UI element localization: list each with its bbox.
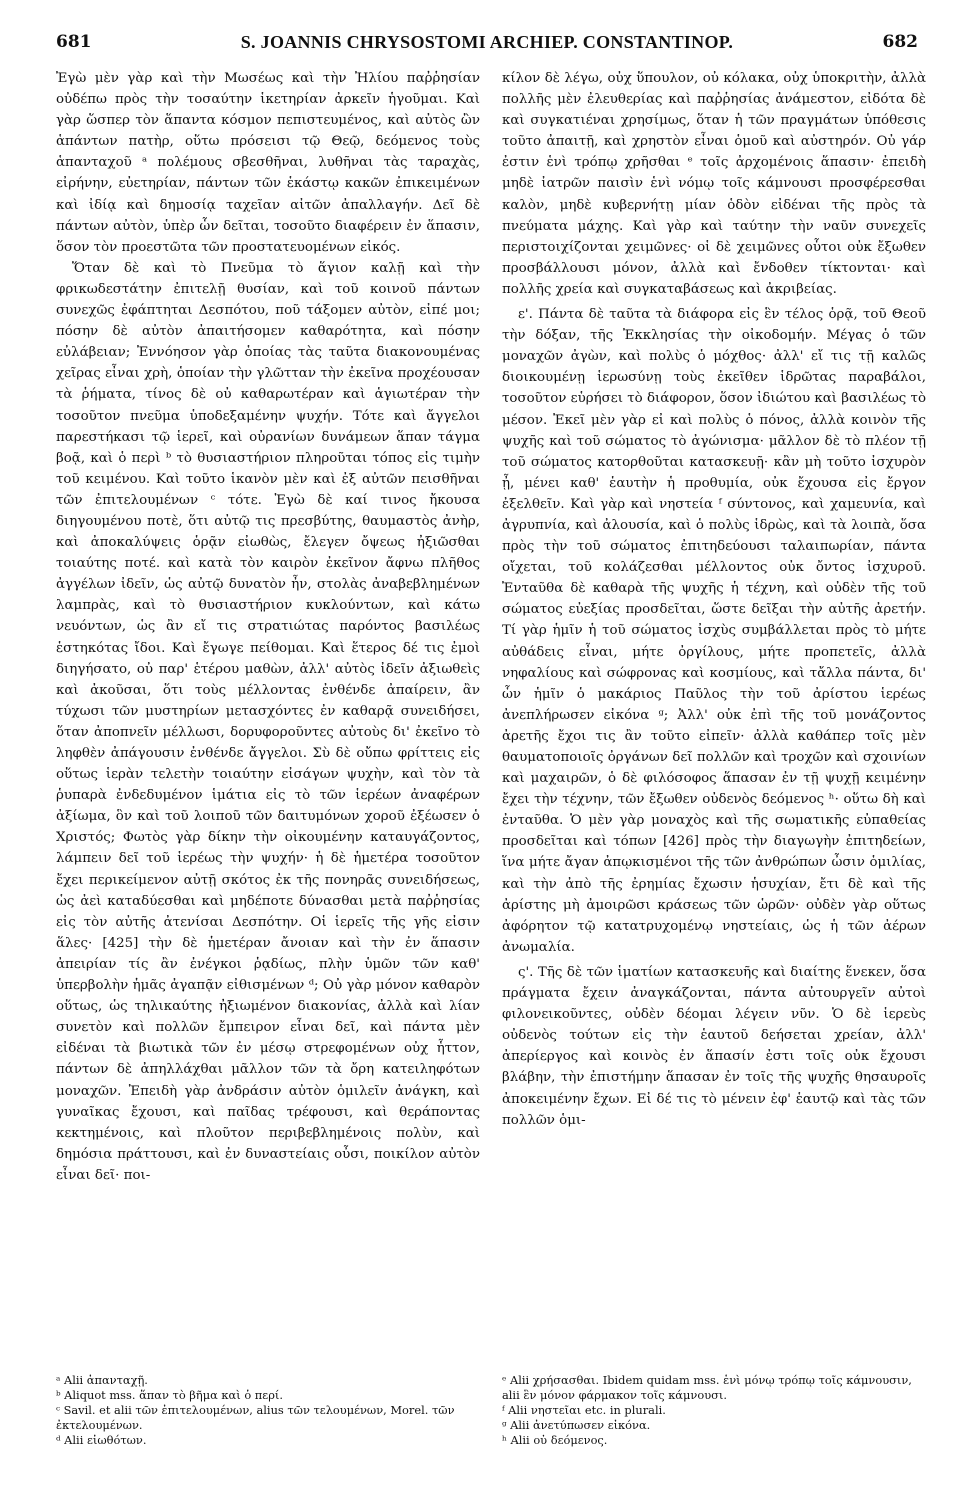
- paragraph: Ὅταν δὲ καὶ τὸ Πνεῦμα τὸ ἅγιον καλῇ καὶ τὴν φρικωδεστάτην ἐπιτελῇ θυσίαν, καὶ τοῦ κοινοῦ πάντων συνεχῶς ἐφάπτηται Δεσπότου, ποῦ τάξομεν αὐτὸν, εἰπέ μοι; πόσην δὲ αὐτὸν ἀπαιτήσομεν καθαρότητα, καὶ πόσην εὐλάβειαν; Ἐννόησον γὰρ ὁποίας τὰς ταῦτα διακονουμένας χεῖρας εἶναι χρὴ, ὁποίαν τὴν γλῶτταν τὴν ἐκεῖνα προχέουσαν τὰ ῥήματα, τίνος δὲ οὐ καθαρωτέραν καὶ ἁγιωτέραν τὴν τοσοῦτον πνεῦμα ὑποδεξαμένην ψυχήν. Τότε καὶ ἄγγελοι παρεστήκασι τῷ ἱερεῖ, καὶ οὐρανίων δυνάμεων ἅπαν τάγμα βοᾷ, καὶ ὁ περὶ ᵇ τὸ θυσιαστήριον πληροῦται τόπος εἰς τιμὴν τοῦ κειμένου. Καὶ τοῦτο ἱκανὸν μὲν καὶ ἐξ αὐτῶν πεισθῆναι τῶν ἐπιτελουμένων ᶜ τότε. Ἐγὼ δὲ καί τινος ἤκουσα διηγουμένου ποτὲ, ὅτι αὐτῷ τις πρεσβύτης, θαυμαστὸς ἀνὴρ, καὶ ἀποκαλύψεις ὁρᾷν εἰωθὼς, ἔλεγεν ὄψεως ἠξιῶσθαι τοιαύτης ποτέ. καὶ κατὰ τὸν καιρὸν ἐκεῖνον ἄφνω πλῆθος ἀγγέλων ἰδεῖν, ὡς αὐτῷ δυνατὸν ἦν, στολὰς ἀναβεβλημένων λαμπρὰς, καὶ τὸ θυσιαστήριον κυκλούντων, καὶ κάτω νευόντων, ὡς ἂν εἴ τις στρατιώτας παρόντος βασιλέως ἑστηκότας ἴδοι. Καὶ ἔγωγε πείθομαι. Καὶ ἕτερος δέ τις ἐμοὶ διηγήσατο, οὐ παρ' ἑτέρου μαθὼν, ἀλλ' αὐτὸς ἰδεῖν ἀξιωθεὶς καὶ ἀκοῦσαι, ὅτι τοὺς μέλλοντας ἐνθένδε ἀπαίρειν, ἂν τύχωσι τῶν μυστηρίων μετασχόντες ἐν καθαρᾷ συνειδήσει, ὅταν ἀποπνεῖν μέλλωσι, δορυφοροῦντες αὐτοὺς δι' ἐκεῖνο τὸ ληφθὲν ἀπάγουσιν ἐνθένδε ἄγγελοι. Σὺ δὲ οὔπω φρίττεις εἰς οὕτως ἱερὰν τελετὴν τοιαύτην εἰσάγων ψυχὴν, καὶ τὸν τὰ ῥυπαρὰ ἐνδεδυμένον ἱμάτια εἰς τὸ τῶν ἱερέων ἀναφέρων ἀξίωμα, ὃν καὶ τοῦ λοιποῦ τῶν δαιτυμόνων χοροῦ ἐξέωσεν ὁ Χριστός; Φωτὸς γὰρ δίκην τὴν οἰκουμένην καταυγάζοντος, λάμπειν δεῖ τοῦ ἱερέως τὴν ψυχήν· ἡ δὲ ἡμετέρα τοσοῦτον ἔχει περικείμενον αὐτῇ σκότος ἐκ τῆς πονηρᾶς συνειδήσεως, ὡς ἀεὶ καταδύεσθαι καὶ μηδέποτε δύνασθαι μετὰ παῤῥησίας εἰς τὸν αὐτῆς ἀτενίσαι Δεσπότην. Οἱ ἱερεῖς τῆς γῆς εἰσιν ἅλες· [425] τὴν δὲ ἡμετέραν ἄνοιαν καὶ τὴν ἐν ἅπασιν ἀπειρίαν τίς ἂν ἐνέγκοι ῥᾳδίως, πλὴν ὑμῶν τῶν καθ' ὑπερβολὴν ἡμᾶς ἀγαπᾷν εἰθισμένων ᵈ; Οὐ γὰρ μόνον καθαρὸν οὕτως, ὡς τηλικαύτης ἠξιωμένον διακονίας, ἀλλὰ καὶ λίαν συνετὸν καὶ πολλῶν ἔμπειρον εἶναι δεῖ, καὶ πάντα μὲν εἰδέναι τὰ βιωτικὰ τῶν ἐν μέσῳ στρεφομένων οὐχ ἧττον, πάντων δὲ ἀπηλλάχθαι μᾶλλον τῶν τὰ ὄρη κατειληφότων μοναχῶν. Ἐπειδὴ γὰρ ἀνδράσιν αὐτὸν ὁμιλεῖν ἀνάγκη, καὶ γυναῖκας ἔχουσι, καὶ παῖδας τρέφουσι, καὶ θεράποντας κεκτημένοις, καὶ πλοῦτον περιβεβλημένοις πολὺν, καὶ δημόσια πράττουσι, καὶ ἐν δυναστείαις οὖσι, ποικίλον αὐτὸν εἶναι δεῖ· ποι-: [56, 260, 480, 1183]
- footnotes-right: [502, 1373, 926, 1448]
- footnote: ᵇ Aliquot mss. ἅπαν τὸ βῆμα καὶ ὁ περί.: [56, 1388, 283, 1402]
- footnote: ᶠ Alii νηστεῖαι etc. in plurali.: [502, 1403, 666, 1417]
- footnote: ᵈ Alii εἰωθότων.: [56, 1433, 147, 1447]
- right-column: [502, 68, 926, 1131]
- page-number-right: 682: [882, 32, 918, 52]
- footnote: ᶜ Savil. et alii τῶν ἐπιτελουμένων, alius τῶν τελουμένων, Morel. τῶν ἐκτελουμένων.: [56, 1403, 455, 1432]
- footnote: ᵍ Alii ἀνετύπωσεν εἰκόνα.: [502, 1418, 651, 1432]
- footnote: ʰ Alii οὐ δεόμενος.: [502, 1433, 608, 1447]
- footnote: ᵉ Alii χρήσασθαι. Ibidem quidam mss. ἑνὶ μόνῳ τρόπῳ τοῖς κάμνουσιν, alii ἓν μόνον φάρμακον τοῖς κάμνουσι.: [502, 1373, 912, 1402]
- running-header: [56, 32, 918, 54]
- paragraph: κίλον δὲ λέγω, οὐχ ὕπουλον, οὐ κόλακα, οὐχ ὑποκριτὴν, ἀλλὰ πολλῆς μὲν ἐλευθερίας καὶ παῤῥησίας ἀνάμεστον, εἰδότα δὲ καὶ συγκατιέναι χρησίμως, ὅταν ἡ τῶν πραγμάτων ὑπόθεσις τοῦτο ἀπαιτῇ, καὶ χρηστὸν εἶναι ὁμοῦ καὶ αὐστηρόν. Οὐ γάρ ἐστιν ἑνὶ τρόπῳ χρῆσθαι ᵉ τοῖς ἀρχομένοις ἅπασιν· ἐπειδὴ μηδὲ ἰατρῶν παισὶν ἑνὶ νόμῳ τοῖς κάμνουσι προσφέρεσθαι καλὸν, μηδὲ κυβερνήτῃ μίαν ὁδὸν εἰδέναι τῆς πρὸς τὰ πνεύματα μάχης. Καὶ γὰρ καὶ ταύτην τὴν ναῦν συνεχεῖς περιστοιχίζονται χειμῶνες· οἱ δὲ χειμῶνες οὗτοι οὐκ ἔξωθεν προσβάλλουσι μόνον, ἀλλὰ καὶ ἔνδοθεν τίκτονται· καὶ πολλῆς χρεία καὶ συγκαταβάσεως καὶ ἀκριβείας.: [502, 71, 926, 297]
- page-number-left: 681: [56, 32, 92, 52]
- left-column: [56, 68, 480, 1186]
- footnote: ᵃ Alii ἁπανταχῇ.: [56, 1373, 148, 1387]
- paragraph: Ἐγὼ μὲν γὰρ καὶ τὴν Μωσέως καὶ τὴν Ἠλίου παῤῥησίαν οὐδέπω πρὸς τὴν τοσαύτην ἱκετηρίαν ἀρκεῖν ἡγοῦμαι. Καὶ γὰρ ὥσπερ τὸν ἅπαντα κόσμον πεπιστευμένος, καὶ αὐτὸς ὢν ἁπάντων πατὴρ, οὕτω πρόσεισι τῷ Θεῷ, δεόμενος τοὺς ἁπανταχοῦ ᵃ πολέμους σβεσθῆναι, λυθῆναι τὰς ταραχὰς, εἰρήνην, εὐετηρίαν, πάντων τῶν ἑκάστῳ κακῶν ἐπικειμένων καὶ ἰδίᾳ καὶ δημοσίᾳ ταχεῖαν αἰτῶν ἀπαλλαγήν. Δεῖ δὲ πάντων αὐτὸν, ὑπὲρ ὧν δεῖται, τοσοῦτο διαφέρειν ἐν ἅπασιν, ὅσον τὸν προεστῶτα τῶν προστατευομένων εἰκός.: [56, 71, 480, 255]
- section-paragraph: ε'. Πάντα δὲ ταῦτα τὰ διάφορα εἰς ἓν τέλος ὁρᾷ, τοῦ Θεοῦ τὴν δόξαν, τῆς Ἐκκλησίας τὴν οἰκοδομήν. Μέγας ὁ τῶν μοναχῶν ἀγὼν, καὶ πολὺς ὁ μόχθος· ἀλλ' εἴ τις τῇ καλῶς διοικουμένῃ ἱερωσύνῃ τοὺς ἐκεῖθεν ἱδρῶτας παραβάλοι, τοσοῦτον εὑρήσει τὸ διάφορον, ὅσον ἰδιώτου καὶ βασιλέως τὸ μέσον. Ἐκεῖ μὲν γὰρ εἰ καὶ πολὺς ὁ πόνος, ἀλλὰ κοινὸν τῆς ψυχῆς καὶ τοῦ σώματος τὸ ἀγώνισμα· μᾶλλον δὲ τὸ πλέον τῇ τοῦ σώματος κατορθοῦται κατασκευῇ· κἂν μὴ τοῦτο ἰσχυρὸν ᾖ, μένει καθ' ἑαυτὴν ἡ προθυμία, οὐκ ἔχουσα εἰς ἔργον ἐξελθεῖν. Καὶ γὰρ καὶ νηστεία ᶠ σύντονος, καὶ χαμευνία, καὶ ἀγρυπνία, καὶ ἀλουσία, καὶ ὁ πολὺς ἱδρὼς, καὶ τὰ λοιπὰ, ὅσα πρὸς τὴν τοῦ σώματος ἐπιτηδεύουσι ταλαιπωρίαν, πάντα οἴχεται, τοῦ κολάζεσθαι μέλλοντος οὐκ ὄντος ἰσχυροῦ. Ἐνταῦθα δὲ καθαρὰ τῆς ψυχῆς ἡ τέχνη, καὶ οὐδὲν τῆς τοῦ σώματος εὐεξίας προσδεῖται, ὥστε δεῖξαι τὴν αὐτῆς ἀρετήν. Τί γὰρ ἡμῖν ἡ τοῦ σώματος ἰσχὺς συμβάλλεται πρὸς τὸ μήτε αὐθάδεις εἶναι, μήτε ὀργίλους, μήτε προπετεῖς, ἀλλὰ νηφαλίους καὶ σώφρονας καὶ κοσμίους, καὶ τἄλλα πάντα, δι' ὧν ἡμῖν ὁ μακάριος Παῦλος τὴν τοῦ ἀρίστου ἱερέως ἀνεπλήρωσεν εἰκόνα ᵍ; Ἀλλ' οὐκ ἐπὶ τῆς τοῦ μονάζοντος ἀρετῆς ἔχοι τις ἂν τοῦτο εἰπεῖν· ἀλλὰ καθάπερ τοῖς μὲν θαυματοποιοῖς ὀργάνων δεῖ πολλῶν καὶ τροχῶν καὶ σχοινίων καὶ μαχαιρῶν, ὁ δὲ φιλόσοφος ἅπασαν ἐν τῇ ψυχῇ κειμένην ἔχει τὴν τέχνην, τῶν ἔξωθεν οὐδενὸς δεόμενος ʰ· οὕτω δὴ καὶ ἐνταῦθα. Ὁ μὲν γὰρ μοναχὸς καὶ τῆς σωματικῆς εὐπαθείας προσδεῖται καὶ τόπων [426] πρὸς τὴν διαγωγὴν ἐπιτηδείων, ἵνα μήτε ἄγαν ἀπῳκισμένοι τῆς τῶν ἀνθρώπων ὦσιν ὁμιλίας, καὶ τὴν ἀπὸ τῆς ἐρημίας ἔχωσιν ἡσυχίαν, ἔτι δὲ καὶ τῆς ἀρίστης μὴ ἀμοιρῶσι κράσεως τῶν ὡρῶν· οὐδὲν γὰρ οὕτως ἀφόρητον τῷ κατατρυχομένῳ νηστείαις, ὡς ἡ τῶν ἀέρων ἀνωμαλία.: [502, 307, 927, 955]
- section-paragraph: ς'. Τῆς δὲ τῶν ἱματίων κατασκευῆς καὶ διαίτης ἕνεκεν, ὅσα πράγματα ἔχειν ἀναγκάζονται, πάντα αὐτουργεῖν αὐτοὶ φιλονεικοῦντες, οὐδὲν δέομαι λέγειν νῦν. Ὁ δὲ ἱερεὺς οὐδενὸς τούτων εἰς τὴν ἑαυτοῦ δεήσεται χρείαν, ἀλλ' ἀπερίεργος καὶ κοινὸς ἐν ἅπασίν ἐστι τοῖς οὐκ ἔχουσι βλάβην, τὴν ἐπιστήμην ἅπασαν ἐν τοῖς τῆς ψυχῆς θησαυροῖς ἀποκειμένην ἔχων. Εἰ δέ τις τὸ μένειν ἐφ' ἑαυτῷ καὶ τὰς τῶν πολλῶν ὁμι-: [502, 964, 926, 1128]
- running-title: S. JOANNIS CHRYSOSTOMI ARCHIEP. CONSTANTINOP.: [240, 32, 734, 52]
- footnotes-left: [56, 1373, 480, 1448]
